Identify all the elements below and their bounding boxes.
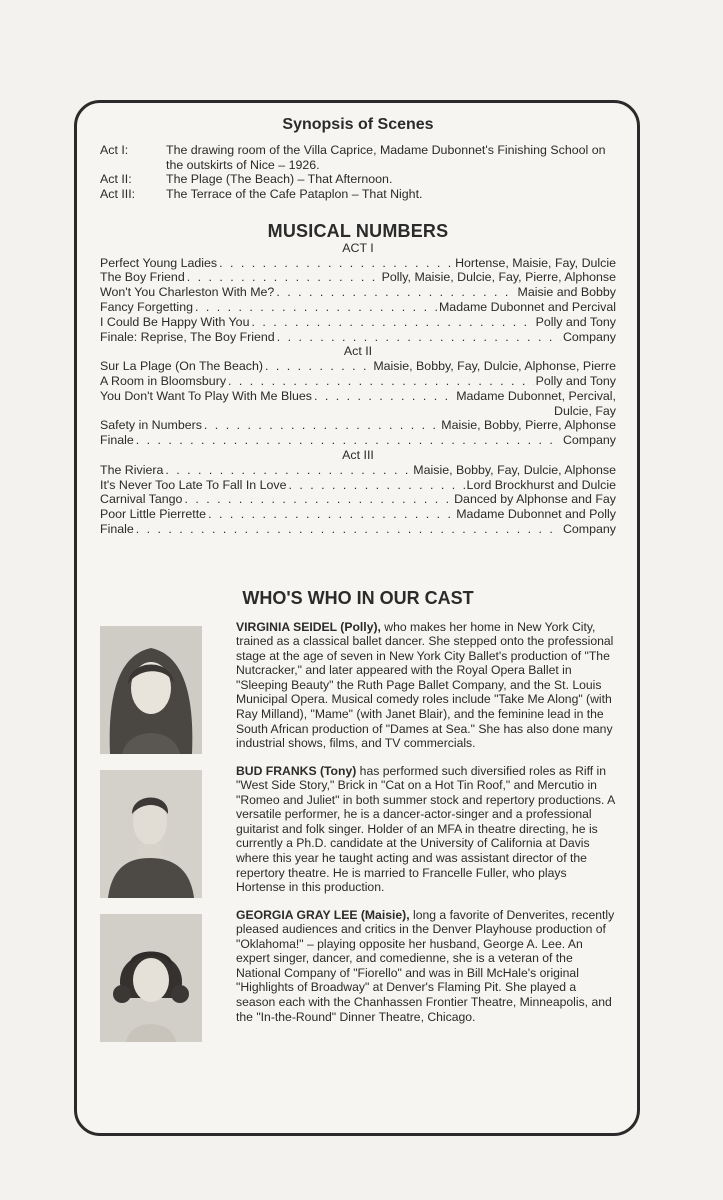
song-title: You Don't Want To Play With Me Blues [100,388,312,403]
song-cast: Polly and Tony [535,373,616,388]
bio-text [236,908,616,1025]
song-row [100,270,616,285]
song-cast: Company [562,521,616,536]
cast-photo [100,914,202,1042]
song-title: Safety in Numbers [100,418,202,433]
song-title: Perfect Young Ladies [100,255,218,270]
act-heading: Act II [343,344,373,359]
bio-name: GEORGIA GRAY LEE (Maisie), [236,907,410,922]
synopsis-act [100,143,616,173]
song-cast: Maisie, Bobby, Fay, Dulcie, Alphonse [413,462,616,477]
leader-dots [136,522,561,537]
song-cast: Hortense, Maisie, Fay, Dulcie [455,255,616,270]
act-label: Act I: [100,142,129,157]
act-heading: ACT I [342,240,374,255]
song-title: Finale: Reprise, The Boy Friend [100,329,275,344]
leader-dots [276,285,515,300]
song-row [100,492,616,507]
song-cast: Madame Dubonnet and Percival [438,299,616,314]
synopsis-title: Synopsis of Scenes [282,116,434,133]
song-row [100,374,616,389]
song-cast: Maisie, Bobby, Fay, Dulcie, Alphonse, Pierre [373,359,616,374]
song-cast: Company [562,433,616,448]
song-cast: Lord Brockhurst and Dulcie [466,477,616,492]
leader-dots [219,256,453,271]
song-row [100,330,616,345]
song-cast: Madame Dubonnet, Percival, [456,388,616,403]
song-row [100,285,616,300]
song-title: The Boy Friend [100,270,185,285]
cast-bio [100,620,616,754]
song-row [100,478,616,493]
program-page [100,118,616,1052]
leader-dots [136,433,561,448]
song-row [100,522,616,537]
cast-photo [100,626,202,754]
song-row [100,433,616,448]
song-cast-continued: Dulcie, Fay [554,403,616,418]
song-title: Sur La Plage (On The Beach) [100,359,264,374]
synopsis-list [100,143,616,202]
leader-dots [265,359,371,374]
bio-name: VIRGINIA SEIDEL (Polly), [236,619,381,634]
synopsis-act [100,187,616,202]
leader-dots [228,374,534,389]
song-cast: Company [562,329,616,344]
song-title: Poor Little Pierrette [100,507,207,522]
song-cast: Polly, Maisie, Dulcie, Fay, Pierre, Alphonse [381,270,616,285]
song-title: Fancy Forgetting [100,299,193,314]
cast-bio [100,908,616,1042]
act-heading: Act III [342,447,374,462]
song-row [100,315,616,330]
song-row [100,359,616,374]
leader-dots [165,463,411,478]
song-row [100,256,616,271]
bio-text [236,620,616,751]
leader-dots [289,478,465,493]
bio-body: long a favorite of Denverites, recently pleased audiences and critics in the Denver Playhouse production of "Oklahoma!" – playing opposite her husband, George A. Lee. An expert singer, dancer, and comedienne, she is a veteran of the National Company of "Fiorello" and was in Bill McHale's original "Highlights of Broadway" at Denver's Flaming Pit. She played a season each with the Chanhassen Frontier Theatre, Minneapolis, and the "In-the-Round" Dinner Theatre, Chicago. [236,907,615,1024]
leader-dots [184,492,452,507]
song-title: Finale [100,433,134,448]
synopsis-act [100,172,616,187]
bio-body: who makes her home in New York City, trained as a classical ballet dancer. She stepped onto the professional stage at the age of seven in New York City Ballet's production of "The Nutcracker," and later appeared with the Royal Opera Ballet in "Sleeping Beauty" the Ruth Page Ballet Company, and the St. Louis Municipal Opera. Musical comedy roles include "Take Me Along" (with Ray Milland), "Mame" (with Janet Blair), and the feminine lead in the South African production of "Dames at Sea." She has also done many industrial shows, films, and TV commercials. [236,619,614,751]
leader-dots [277,330,561,345]
song-row [100,300,616,315]
song-title: Carnival Tango [100,492,183,507]
leader-dots [314,389,454,404]
leader-dots [187,270,380,285]
act-label: Act II: [100,172,132,187]
song-title: Finale [100,521,134,536]
portrait-image [100,770,202,898]
musical-numbers-title: MUSICAL NUMBERS [267,220,449,241]
bio-text [236,764,616,895]
song-cast: Maisie and Bobby [517,285,616,300]
leader-dots [208,507,454,522]
song-title: The Riviera [100,462,164,477]
song-cast: Danced by Alphonse and Fay [454,492,616,507]
song-title: A Room in Bloomsbury [100,373,227,388]
portrait-image [100,626,202,754]
song-row [100,507,616,522]
act-description: The Plage (The Beach) – That Afternoon. [166,172,393,187]
leader-dots [204,418,439,433]
cast-title: WHO'S WHO IN OUR CAST [242,587,474,608]
act-label: Act III: [100,187,136,202]
act-description: The drawing room of the Villa Caprice, Madame Dubonnet's Finishing School on the outskirts of Nice – 1926. [166,142,606,172]
song-title: I Could Be Happy With You [100,314,250,329]
song-title: It's Never Too Late To Fall In Love [100,477,287,492]
song-row [100,463,616,478]
leader-dots [251,315,533,330]
bio-name: BUD FRANKS (Tony) [236,763,357,778]
song-cast: Polly and Tony [535,314,616,329]
song-row [100,389,616,404]
leader-dots [195,300,437,315]
bio-body: has performed such diversified roles as Riff in "West Side Story," Brick in "Cat on a Hot Tin Roof," and Mercutio in "Romeo and Juliet" in both summer stock and repertory productions. A versatile performer, he is a dancer-actor-singer and a professional guitarist and folk singer. Holder of an MFA in theatre directing, he is currently a Ph.D. candidate at the University of California at Davis where this year he taught acting and was assistant director of the repertory theatre. He is married to Francelle Fuller, who plays Hortense in this production. [236,763,615,895]
song-title: Won't You Charleston With Me? [100,285,275,300]
cast-photo [100,770,202,898]
song-cast: Maisie, Bobby, Pierre, Alphonse [441,418,616,433]
song-row [100,418,616,433]
cast-bio [100,764,616,898]
portrait-image [100,914,202,1042]
act-description: The Terrace of the Cafe Pataplon – That Night. [166,187,423,202]
song-cast: Madame Dubonnet and Polly [456,507,616,522]
